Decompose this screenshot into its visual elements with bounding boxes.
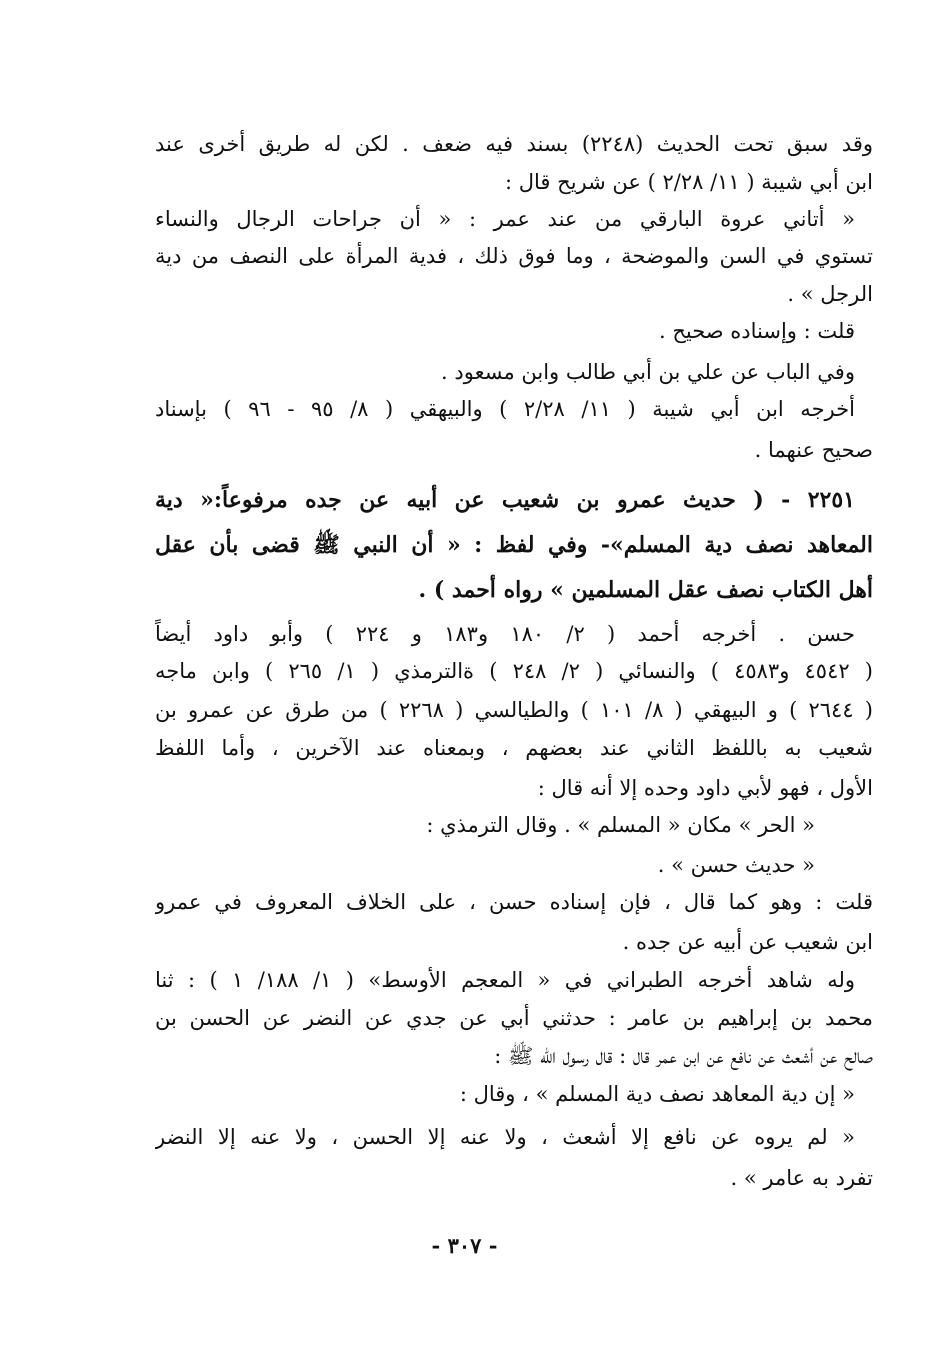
text-line: قلت : وإسناده صحيح . — [658, 319, 855, 343]
text-line: « لم يروه عن نافع إلا أشعث ، ولا عنه إلا الحسن ، ولا عنه إلا النضر — [155, 1125, 855, 1149]
text-line: الرجل » . — [787, 282, 873, 306]
text-line: « إن دية المعاهد نصف دية المسلم » ، وقال : — [459, 1082, 855, 1106]
text-line: ( ٤٥٤٢ و٤٥٨٣ ) والنسائي ( ٢/ ٢٤٨ ) ةالترمذي ( ١/ ٢٦٥ ) وابن ماجه — [155, 659, 873, 683]
text-line: ابن شعيب عن أبيه عن جده . — [622, 930, 873, 954]
hadith-heading-line: أهل الكتاب نصف عقل المسلمين » رواه أحمد ) . — [418, 577, 873, 603]
text-line: وقد سبق تحت الحديث (٢٢٤٨) بسند فيه ضعف . لكن له طريق أخرى عند — [155, 132, 873, 156]
text-line: ابن أبي شيبة ( ١١/ ٢/٢٨ ) عن شريح قال : — [505, 170, 873, 194]
text-line: « أتاني عروة البارقي من عند عمر : « أن جراحات الرجال والنساء — [155, 207, 855, 231]
text-line: صالح عن أشعث عن نافع عن ابن عمر قال : قال رسول الله ﷺ : — [494, 1044, 873, 1068]
text-line: الأول ، فهو لأبي داود وحده إلا أنه قال : — [537, 776, 873, 800]
hadith-heading-line: ٢٢٥١ - ( حديث عمرو بن شعيب عن أبيه عن جده مرفوعاً:« دية — [155, 487, 855, 513]
text-line: محمد بن إبراهيم بن عامر : حدثني أبي عن جدي عن النضر عن الحسن بن — [155, 1006, 873, 1030]
text-line: ( ٢٦٤٤ ) و البيهقي ( ٨/ ١٠١ ) والطيالسي ( ٢٢٦٨ ) من طرق عن عمرو بن — [155, 698, 873, 722]
text-line: تفرد به عامر » . — [730, 1166, 873, 1190]
text-line: أخرجه ابن أبي شيبة ( ١١/ ٢/٢٨ ) والبيهقي ( ٨/ ٩٥ - ٩٦ ) بإسناد — [155, 397, 855, 421]
text-line: « الحر » مكان « المسلم » . وقال الترمذي : — [426, 813, 815, 837]
text-line: « حديث حسن » . — [657, 853, 815, 877]
text-line: وفي الباب عن علي بن أبي طالب وابن مسعود . — [441, 360, 855, 384]
text-line: شعيب به باللفظ الثاني عند بعضهم ، وبمعناه عند الآخرين ، وأما اللفظ — [155, 736, 873, 760]
text-line: وله شاهد أخرجه الطبراني في « المعجم الأوسط» ( ١/ ١٨٨/ ١ ) : ثنا — [155, 968, 855, 992]
text-line: قلت : وهو كما قال ، فإن إسناده حسن ، على الخلاف المعروف في عمرو — [155, 890, 873, 914]
page-number: - ٣٠٧ - — [431, 1233, 498, 1258]
text-line: تستوي في السن والموضحة ، وما فوق ذلك ، فدية المرأة على النصف من دية — [155, 244, 873, 268]
hadith-heading-line: المعاهد نصف دية المسلم»- وفي لفظ : « أن النبي ﷺ قضى بأن عقل — [155, 532, 873, 558]
text-line: حسن . أخرجه أحمد ( ٢/ ١٨٠ و١٨٣ و ٢٢٤ ) وأبو داود أيضاً — [155, 622, 855, 646]
text-line: صحيح عنهما . — [754, 438, 873, 462]
